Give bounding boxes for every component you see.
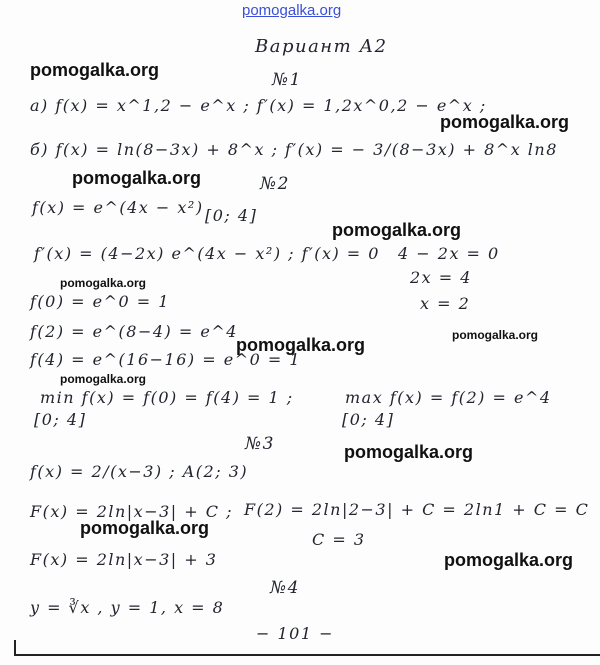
watermark-top-link[interactable]: pomogalka.org [242,2,342,19]
task-2-function: f(x) = e^(4x − x²) [32,198,204,217]
variant-title: Вариант А2 [255,36,388,57]
task-3-answer: F(x) = 2ln|x−3| + 3 [30,550,218,569]
task-4-heading: №4 [270,578,300,598]
task-2-max: max f(x) = f(2) = e^4 [345,388,552,407]
task-1-heading: №1 [272,70,302,90]
task-2-root-line-1: 4 − 2x = 0 [398,244,500,263]
watermark: pomogalka.org [236,335,366,355]
watermark: pomogalka.org [440,112,570,132]
watermark: pomogalka.org [60,276,147,290]
task-2-min-interval: [0; 4] [34,410,87,429]
task-3-constant: C = 3 [312,530,366,549]
watermark: pomogalka.org [30,60,160,80]
task-2-value-f0: f(0) = e^0 = 1 [30,292,170,311]
watermark: pomogalka.org [72,168,202,188]
watermark: pomogalka.org [344,442,474,462]
task-2-min: min f(x) = f(0) = f(4) = 1 ; [40,388,294,407]
task-1a-line: а) f(x) = x^1,2 − e^x ; f′(x) = 1,2x^0,2 − e^x ; [30,96,487,115]
task-2-interval: [0; 4] [205,206,258,225]
watermark: pomogalka.org [452,328,539,342]
task-1b-line: б) f(x) = ln(8−3x) + 8^x ; f′(x) = − 3/(8−3x) + 8^x ln8 [30,140,558,159]
task-3-substitution: F(2) = 2ln|2−3| + C = 2ln1 + C = C [244,500,590,519]
task-2-heading: №2 [260,174,290,194]
page-bottom-edge [14,654,600,656]
task-3-antiderivative: F(x) = 2ln|x−3| + C ; [30,502,233,521]
task-2-root-line-2: 2x = 4 [410,268,472,287]
task-2-derivative: f′(x) = (4−2x) e^(4x − x²) ; f′(x) = 0 [34,244,380,263]
task-2-value-f4: f(4) = e^(16−16) = e^0 = 1 [30,350,302,369]
page-left-edge [14,640,16,656]
watermark: pomogalka.org [332,220,462,240]
watermark: pomogalka.org [60,372,147,386]
watermark: pomogalka.org [80,518,210,538]
task-3-function: f(x) = 2/(x−3) ; A(2; 3) [30,462,249,481]
task-4-equations: y = ∛x , y = 1, x = 8 [30,598,225,617]
page-number: − 101 − [256,624,335,643]
task-3-heading: №3 [245,434,275,454]
task-2-root-line-3: x = 2 [420,294,471,313]
task-2-value-f2: f(2) = e^(8−4) = e^4 [30,322,238,341]
task-2-max-interval: [0; 4] [342,410,395,429]
watermark: pomogalka.org [444,550,574,570]
